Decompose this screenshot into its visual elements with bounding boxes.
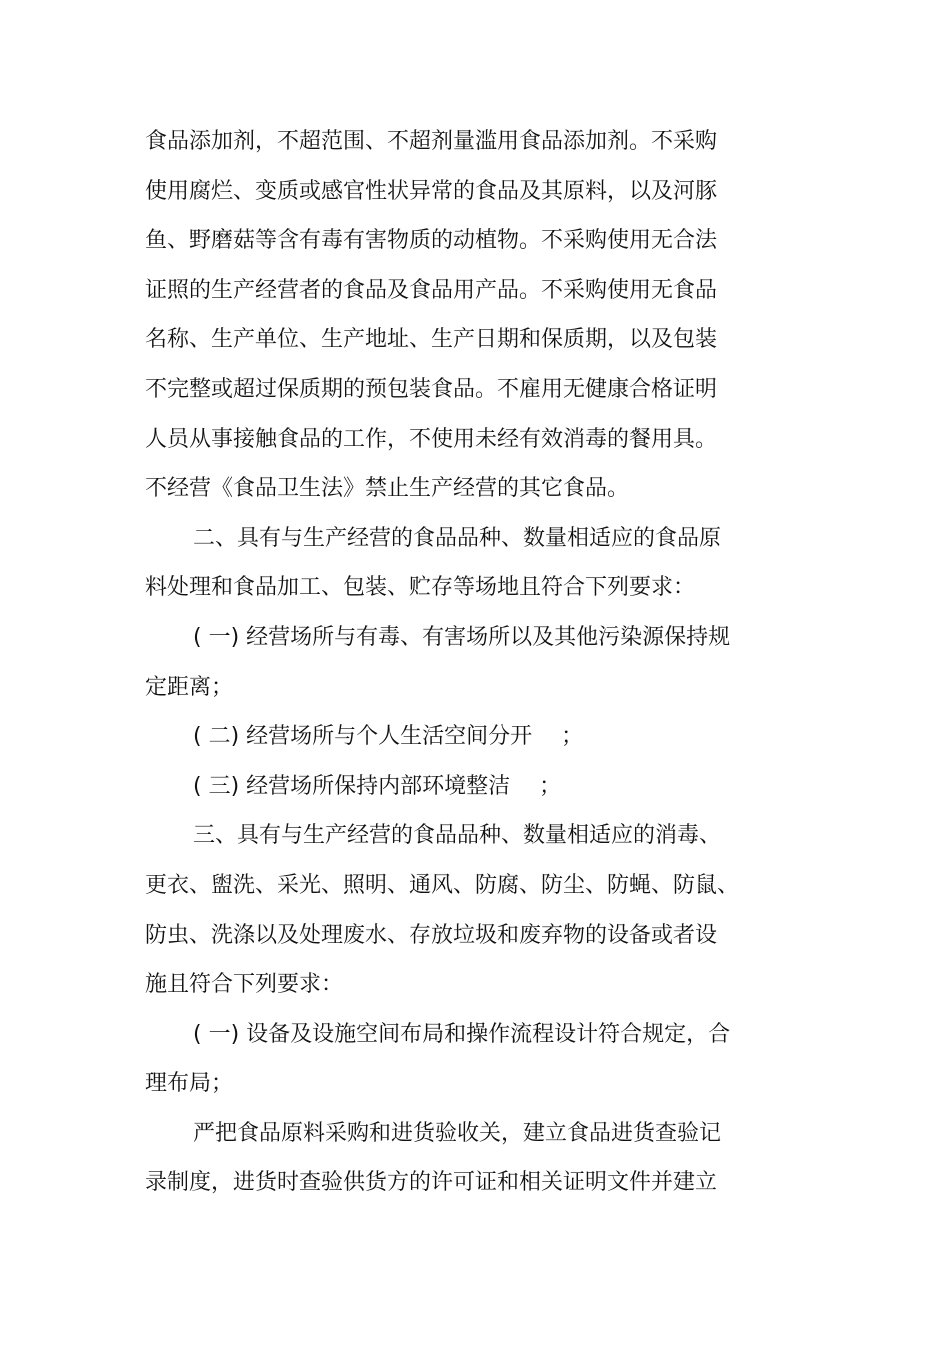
text-line: 录制度，进货时查验供货方的许可证和相关证明文件并建立 [145,1170,718,1196]
text-line: ( 一) 经营场所与有毒、有害场所以及其他污染源保持规 [193,624,731,650]
text-line: 使用腐烂、变质或感官性状异常的食品及其原料，以及河豚 [145,178,718,204]
text-line: ( 三) 经营场所保持内部环境整洁 ； [193,773,562,799]
text-line: ( 一) 设备及设施空间布局和操作流程设计符合规定，合 [193,1021,731,1047]
text-line: 人员从事接触食品的工作，不使用未经有效消毒的餐用具。 [145,426,718,452]
text-line: 鱼、野磨菇等含有毒有害物质的动植物。不采购使用无合法 [145,228,718,254]
text-line: 更衣、盥洗、采光、照明、通风、防腐、防尘、防蝇、防鼠、 [145,872,740,898]
text-line: 防虫、洗涤以及处理废水、存放垃圾和废弃物的设备或者设 [145,922,718,948]
text-line: 三、具有与生产经营的食品品种、数量相适应的消毒、 [193,823,722,849]
text-line: 食品添加剂，不超范围、不超剂量滥用食品添加剂。不采购 [145,129,718,154]
text-line: 不经营《食品卫生法》禁止生产经营的其它食品。 [145,476,630,502]
document-body [145,117,755,1208]
text-line: 施且符合下列要求： [145,972,344,998]
text-line: 料处理和食品加工、包装、贮存等场地且符合下列要求： [145,575,696,601]
text-line: ( 二) 经营场所与个人生活空间分开 ； [193,724,584,750]
text-line: 证照的生产经营者的食品及食品用产品。不采购使用无食品 [145,277,718,303]
text-line: 二、具有与生产经营的食品品种、数量相适应的食品原 [193,525,722,551]
text-line: 名称、生产单位、生产地址、生产日期和保质期，以及包装 [145,327,718,353]
text-line: 不完整或超过保质期的预包装食品。不雇用无健康合格证明 [145,376,718,402]
text-line: 定距离； [145,674,234,700]
text-line: 严把食品原料采购和进货验收关，建立食品进货查验记 [193,1120,722,1146]
text-line: 理布局； [145,1071,234,1097]
